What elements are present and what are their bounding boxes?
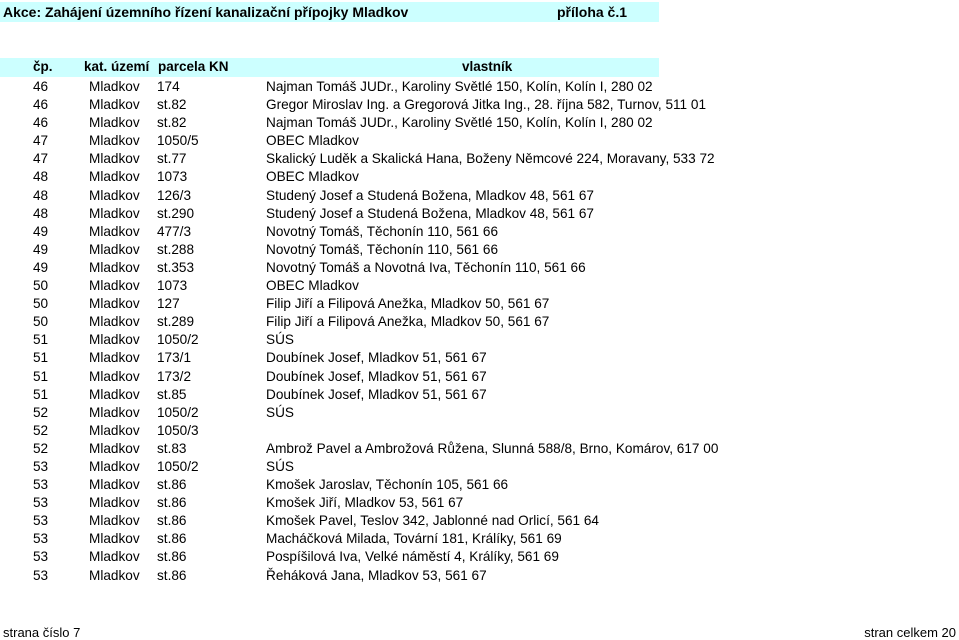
cell-cp: 51 [33, 350, 49, 366]
cell-parcela: 1050/2 [157, 404, 199, 420]
page-number: strana číslo 7 [3, 625, 81, 640]
cell-vlastnik: Novotný Tomáš a Novotná Iva, Těchonín 110, 561 66 [266, 259, 586, 275]
cell-parcela: st.86 [157, 513, 187, 529]
cell-parcela: st.86 [157, 495, 187, 511]
cell-kat: Mladkov [89, 350, 140, 366]
cell-vlastnik: Novotný Tomáš, Těchonín 110, 561 66 [266, 241, 499, 257]
cell-kat: Mladkov [89, 133, 140, 149]
cell-vlastnik: Filip Jiří a Filipová Anežka, Mladkov 50, 561 67 [266, 296, 550, 312]
cell-cp: 53 [33, 513, 49, 529]
table-row [0, 168, 959, 186]
table-row [0, 205, 959, 223]
cell-kat: Mladkov [89, 386, 140, 402]
cell-parcela: 1050/2 [157, 458, 199, 474]
cell-parcela: st.86 [157, 477, 187, 493]
cell-vlastnik: Kmošek Jaroslav, Těchonín 105, 561 66 [266, 477, 509, 493]
cell-parcela: st.77 [157, 151, 187, 167]
table-row [0, 458, 959, 476]
cell-parcela: 1073 [157, 169, 188, 185]
cell-parcela: 1073 [157, 278, 188, 294]
cell-parcela: st.86 [157, 531, 187, 547]
table-row [0, 277, 959, 295]
cell-parcela: st.83 [157, 440, 187, 456]
cell-kat: Mladkov [89, 151, 140, 167]
cell-cp: 51 [33, 332, 49, 348]
cell-cp: 51 [33, 386, 49, 402]
cell-kat: Mladkov [89, 296, 140, 312]
cell-vlastnik: Macháčková Milada, Tovární 181, Králíky, 561 69 [266, 531, 562, 547]
cell-kat: Mladkov [89, 205, 140, 221]
cell-parcela: st.353 [157, 259, 195, 275]
cell-parcela: 173/2 [157, 368, 192, 384]
cell-parcela: st.86 [157, 567, 187, 583]
table-row [0, 512, 959, 530]
cell-parcela: 173/1 [157, 350, 192, 366]
cell-vlastnik: OBEC Mladkov [266, 278, 359, 294]
cell-kat: Mladkov [89, 477, 140, 493]
cell-kat: Mladkov [89, 440, 140, 456]
cell-kat: Mladkov [89, 314, 140, 330]
cell-cp: 48 [33, 169, 49, 185]
cell-parcela: st.289 [157, 314, 195, 330]
table-row [0, 132, 959, 150]
cell-kat: Mladkov [89, 368, 140, 384]
table-row [0, 187, 959, 205]
cell-parcela: 174 [157, 79, 180, 94]
cell-cp: 52 [33, 404, 49, 420]
table-row [0, 404, 959, 422]
cell-cp: 47 [33, 133, 49, 149]
cell-parcela: 126/3 [157, 187, 192, 203]
cell-vlastnik: Ambrož Pavel a Ambrožová Růžena, Slunná 588/8, Brno, Komárov, 617 00 [266, 440, 719, 456]
cell-cp: 50 [33, 296, 49, 312]
cell-kat: Mladkov [89, 278, 140, 294]
cell-vlastnik: Kmošek Pavel, Teslov 342, Jablonné nad Orlicí, 561 64 [266, 513, 599, 529]
cell-kat: Mladkov [89, 223, 140, 239]
cell-kat: Mladkov [89, 422, 140, 438]
cell-cp: 46 [33, 97, 49, 113]
table-body [0, 78, 959, 585]
cell-parcela: st.86 [157, 549, 187, 565]
cell-kat: Mladkov [89, 187, 140, 203]
table-row [0, 567, 959, 585]
table-row [0, 548, 959, 566]
cell-cp: 53 [33, 458, 49, 474]
table-row [0, 349, 959, 367]
cell-vlastnik: Kmošek Jiří, Mladkov 53, 561 67 [266, 495, 464, 511]
cell-cp: 50 [33, 278, 49, 294]
column-header-kat: kat. území [84, 59, 150, 74]
table-row [0, 368, 959, 386]
cell-vlastnik: SÚS [266, 458, 294, 474]
table-row [0, 295, 959, 313]
cell-vlastnik: OBEC Mladkov [266, 133, 359, 149]
cell-vlastnik: Skalický Luděk a Skalická Hana, Boženy Němcové 224, Moravany, 533 72 [266, 151, 715, 167]
cell-cp: 53 [33, 531, 49, 547]
column-header-vlastnik: vlastník [462, 59, 513, 74]
cell-kat: Mladkov [89, 549, 140, 565]
column-header-parcela: parcela KN [158, 59, 229, 74]
table-row [0, 422, 959, 440]
cell-kat: Mladkov [89, 169, 140, 185]
cell-vlastnik: Pospíšilová Iva, Velké náměstí 4, Králíky, 561 69 [266, 549, 559, 565]
table-row [0, 494, 959, 512]
cell-vlastnik: Filip Jiří a Filipová Anežka, Mladkov 50, 561 67 [266, 314, 550, 330]
table-row [0, 150, 959, 168]
cell-kat: Mladkov [89, 79, 140, 94]
cell-vlastnik: Studený Josef a Studená Božena, Mladkov 48, 561 67 [266, 205, 594, 221]
page-total: stran celkem 20 [864, 625, 956, 640]
cell-kat: Mladkov [89, 259, 140, 275]
cell-vlastnik: Doubínek Josef, Mladkov 51, 561 67 [266, 350, 487, 366]
cell-parcela: st.290 [157, 205, 195, 221]
cell-vlastnik: Řeháková Jana, Mladkov 53, 561 67 [266, 567, 487, 583]
cell-cp: 49 [33, 259, 49, 275]
cell-kat: Mladkov [89, 332, 140, 348]
cell-vlastnik: SÚS [266, 332, 294, 348]
cell-cp: 52 [33, 422, 49, 438]
table-row [0, 440, 959, 458]
cell-vlastnik: OBEC Mladkov [266, 169, 359, 185]
cell-kat: Mladkov [89, 115, 140, 131]
cell-cp: 52 [33, 440, 49, 456]
cell-vlastnik: Najman Tomáš JUDr., Karoliny Světlé 150, Kolín, Kolín I, 280 02 [266, 79, 653, 94]
attachment-label: příloha č.1 [557, 4, 628, 20]
cell-parcela: st.82 [157, 115, 187, 131]
cell-kat: Mladkov [89, 567, 140, 583]
cell-vlastnik: Doubínek Josef, Mladkov 51, 561 67 [266, 368, 487, 384]
cell-cp: 47 [33, 151, 49, 167]
cell-kat: Mladkov [89, 458, 140, 474]
cell-parcela: 1050/3 [157, 422, 199, 438]
table-row [0, 476, 959, 494]
cell-kat: Mladkov [89, 531, 140, 547]
cell-cp: 48 [33, 205, 49, 221]
cell-parcela: st.288 [157, 241, 195, 257]
cell-vlastnik: Studený Josef a Studená Božena, Mladkov 48, 561 67 [266, 187, 594, 203]
table-row [0, 530, 959, 548]
table-row [0, 114, 959, 132]
table-row [0, 313, 959, 331]
document-title: Akce: Zahájení územního řízení kanalizační přípojky Mladkov [3, 4, 409, 20]
cell-cp: 53 [33, 567, 49, 583]
cell-cp: 46 [33, 115, 49, 131]
cell-cp: 53 [33, 477, 49, 493]
cell-parcela: 1050/5 [157, 133, 199, 149]
table-header [0, 58, 659, 77]
column-header-cp: čp. [33, 59, 53, 74]
cell-parcela: 127 [157, 296, 180, 312]
table-row [0, 331, 959, 349]
cell-cp: 50 [33, 314, 49, 330]
cell-kat: Mladkov [89, 495, 140, 511]
cell-kat: Mladkov [89, 241, 140, 257]
cell-cp: 46 [33, 79, 49, 94]
cell-cp: 48 [33, 187, 49, 203]
cell-cp: 53 [33, 495, 49, 511]
cell-parcela: 1050/2 [157, 332, 199, 348]
cell-kat: Mladkov [89, 513, 140, 529]
cell-vlastnik: Najman Tomáš JUDr., Karoliny Světlé 150, Kolín, Kolín I, 280 02 [266, 115, 653, 131]
cell-vlastnik: Novotný Tomáš, Těchonín 110, 561 66 [266, 223, 499, 239]
cell-parcela: st.85 [157, 386, 187, 402]
cell-parcela: 477/3 [157, 223, 192, 239]
table-row [0, 259, 959, 277]
table-row [0, 96, 959, 114]
cell-cp: 53 [33, 549, 49, 565]
cell-kat: Mladkov [89, 404, 140, 420]
cell-kat: Mladkov [89, 97, 140, 113]
table-row [0, 386, 959, 404]
table-row [0, 241, 959, 259]
cell-cp: 49 [33, 223, 49, 239]
cell-cp: 51 [33, 368, 49, 384]
cell-parcela: st.82 [157, 97, 187, 113]
cell-vlastnik: Doubínek Josef, Mladkov 51, 561 67 [266, 386, 487, 402]
document-title-bar [0, 2, 659, 22]
cell-vlastnik: Gregor Miroslav Ing. a Gregorová Jitka Ing., 28. října 582, Turnov, 511 01 [266, 97, 707, 113]
table-row [0, 78, 959, 96]
table-row [0, 223, 959, 241]
cell-cp: 49 [33, 241, 49, 257]
cell-vlastnik: SÚS [266, 404, 294, 420]
